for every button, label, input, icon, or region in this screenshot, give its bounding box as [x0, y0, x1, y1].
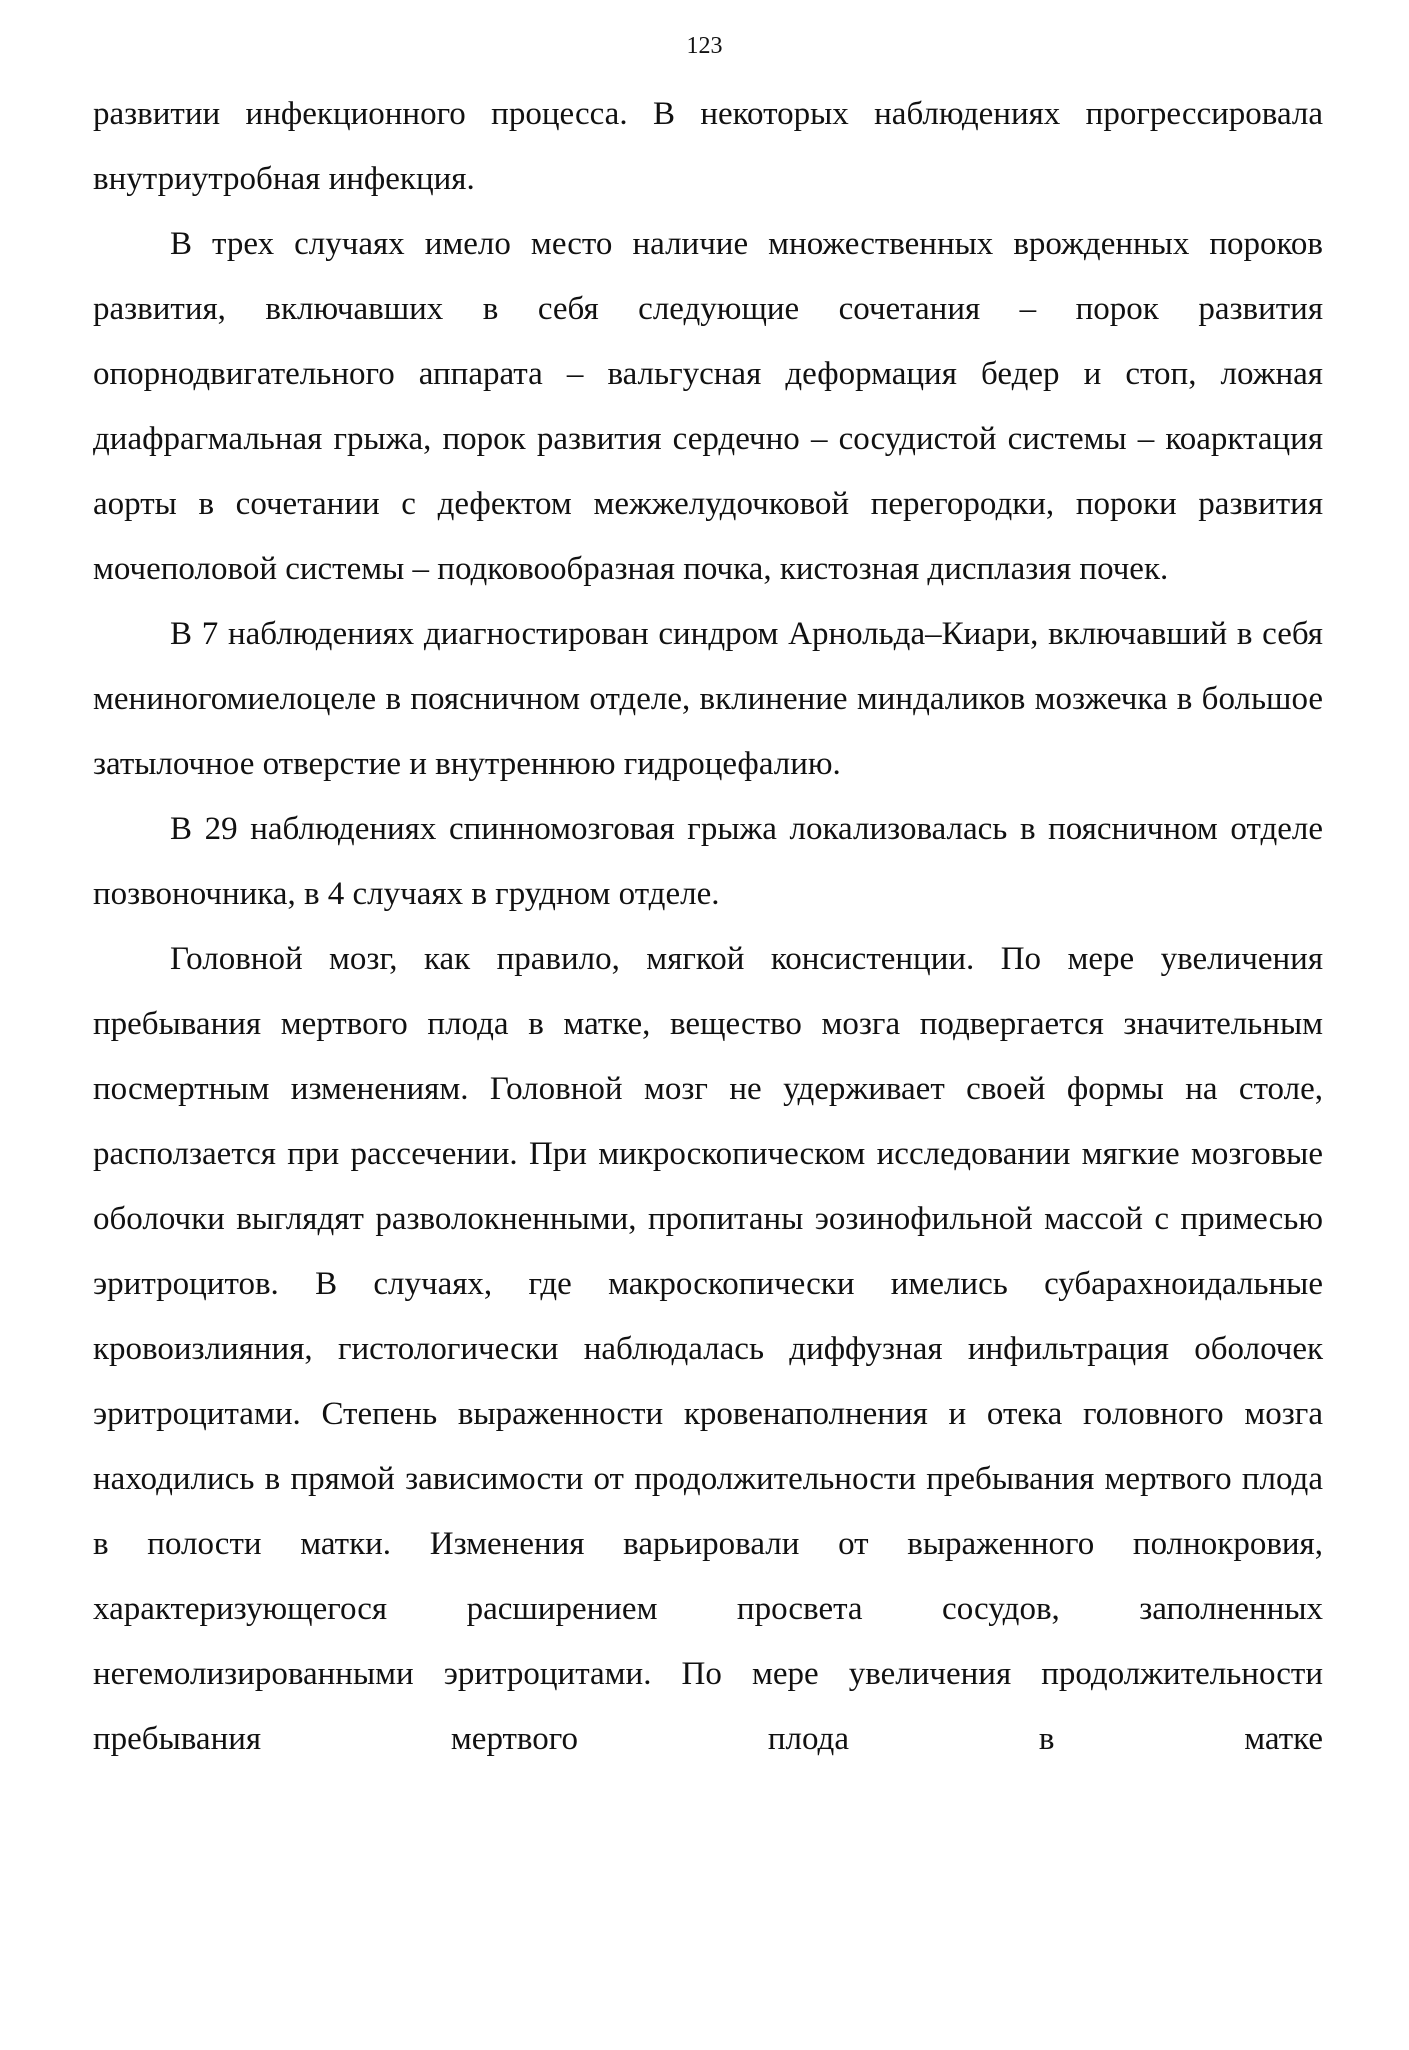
- paragraph-arnold-chiari: В 7 наблюдениях диагностирован синдром Арнольда–Киари, включавший в себя мениногомиелоцеле в поясничном отделе, вклинение миндаликов мозжечка в большое затылочное отверстие и внутреннюю гидроцефалию.: [93, 616, 1323, 782]
- paragraph-malformations: В трех случаях имело место наличие множественных врожденных пороков развития, включавших в себя следующие сочетания – порок развития опорнодвигательного аппарата – вальгусная деформация бедер и стоп, ложная диафрагмальная грыжа, порок развития сердечно – сосудистой системы – коарктация аорты в сочетании с дефектом межжелудочковой перегородки, пороки развития мочеполовой системы – подковообразная почка, кистозная дисплазия почек.: [93, 226, 1323, 587]
- body-text: [93, 82, 1323, 1772]
- paragraph-continuation: развитии инфекционного процесса. В некоторых наблюдениях прогрессировала внутриутробная инфекция.: [93, 96, 1323, 197]
- paragraph-spinal-hernia: В 29 наблюдениях спинномозговая грыжа локализовалась в поясничном отделе позвоночника, в 4 случаях в грудном отделе.: [93, 811, 1323, 912]
- page-number: 123: [686, 33, 723, 59]
- paragraph-brain: Головной мозг, как правило, мягкой консистенции. По мере увеличения пребывания мертвого плода в матке, вещество мозга подвергается значительным посмертным изменениям. Головной мозг не удерживает своей формы на столе, расползается при рассечении. При микроскопическом исследовании мягкие мозговые оболочки выглядят разволокненными, пропитаны эозинофильной массой с примесью эритроцитов. В случаях, где макроскопически имелись субарахноидальные кровоизлияния, гистологически наблюдалась диффузная инфильтрация оболочек эритроцитами. Степень выраженности кровенаполнения и отека головного мозга находились в прямой зависимости от продолжительности пребывания мертвого плода в полости матки. Изменения варьировали от выраженного полнокровия, характеризующегося расширением просвета сосудов, заполненных негемолизированными эритроцитами. По мере увеличения продолжительности пребывания мертвого плода в матке: [93, 941, 1323, 1757]
